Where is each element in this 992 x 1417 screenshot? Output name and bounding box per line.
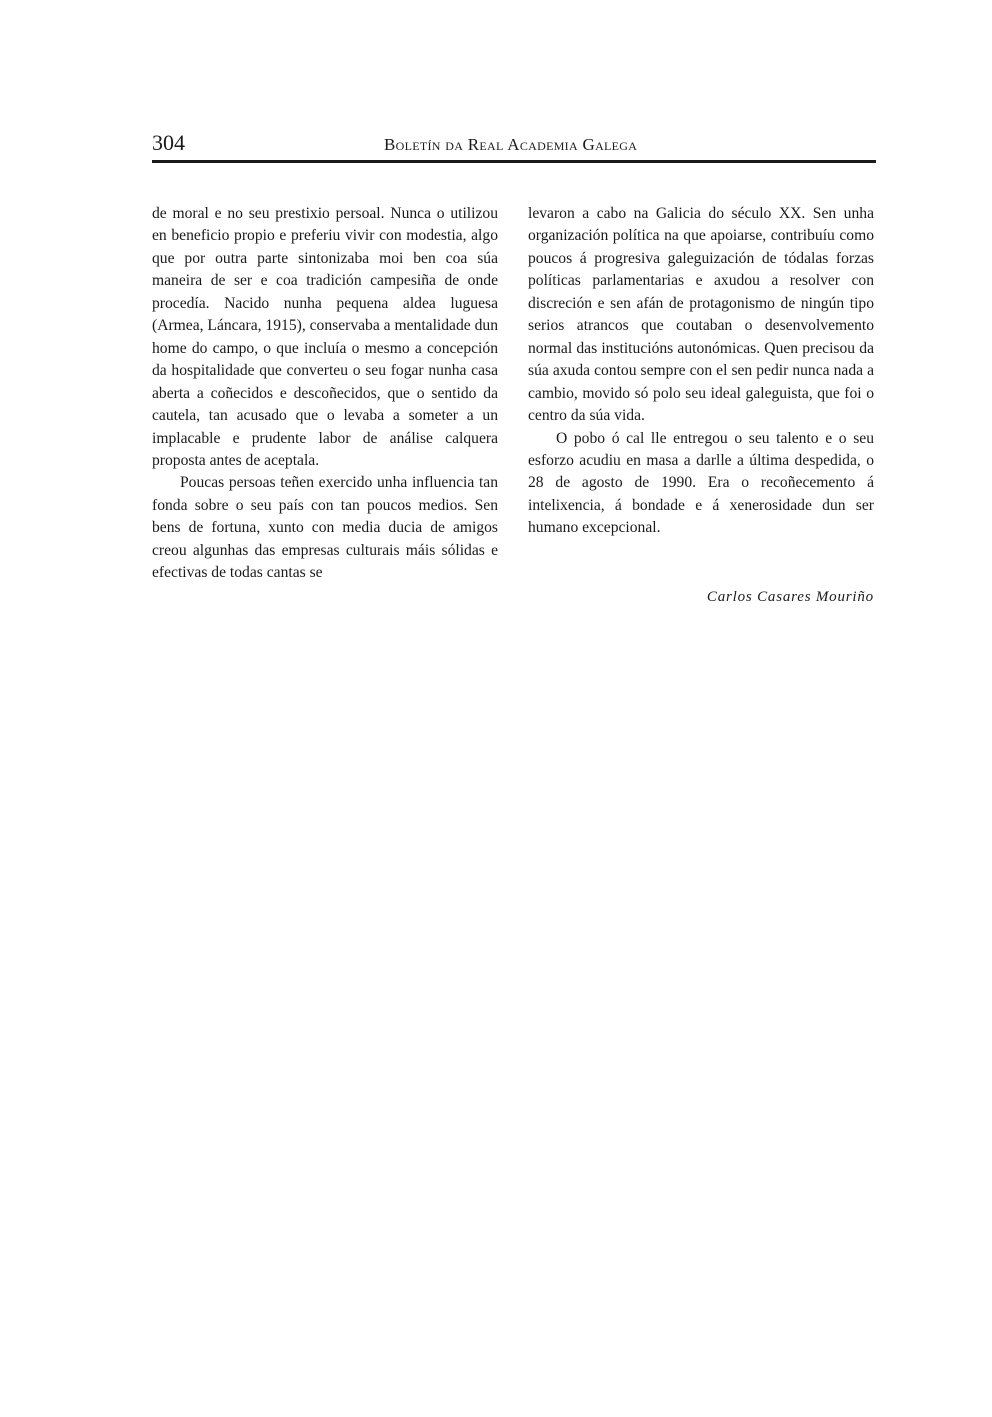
left-column (152, 203, 498, 585)
right-paragraph-1: levaron a cabo na Galicia do século XX. Sen unha organización política na que apoiarse, contribuíu como poucos á progresiva galeguización de tódalas forzas políticas parlamentarias e axudou a resolver con discreción e sen afán de protagonismo de ningún tipo serios atrancos que coutaban o desenvolvemento normal das institucións autonómicas. Quen precisou da súa axuda contou sempre con el sen pedir nunca nada a cambio, movido só polo seu ideal galeguista, que foi o centro da súa vida. (528, 205, 874, 425)
right-paragraph-2: O pobo ó cal lle entregou o seu talento e o seu esforzo acudiu en masa a darlle a última despedida, o 28 de agosto de 1990. Era o recoñecemento á intelixencia, á bondade e á xenerosidade dun ser humano excepcional. (528, 429, 874, 537)
left-paragraph-1: de moral e no seu prestixio persoal. Nunca o utilizou en beneficio propio e preferiu vivir con modestia, algo que por outra parte sintonizaba moi ben coa súa maneira de ser e coa tradición campesiña de onde procedía. Nacido nunha pequena aldea luguesa (Armea, Láncara, 1915), conservaba a mentalidade dun home do campo, o que incluía o mesmo a concepción da hospitalidade que converteu o seu fogar nunha casa aberta a coñecidos e descoñecidos, que o sentido da cautela, tan acusado que o levaba a someter a un implacable e prudente labor de análise calquera proposta antes de aceptala. (152, 205, 498, 469)
right-column (528, 203, 874, 540)
journal-title: Boletín da Real Academia Galega (384, 135, 638, 154)
page-number: 304 (152, 130, 185, 155)
author-signature: Carlos Casares Mouriño (706, 589, 874, 605)
running-header (152, 128, 876, 158)
header-rule (152, 160, 876, 163)
left-paragraph-2: Poucas persoas teñen exercido unha influencia tan fonda sobre o seu país con tan poucos medios. Sen bens de fortuna, xunto con media ducia de amigos creou algunhas das empresas culturais máis sólidas e efectivas de todas cantas se (152, 474, 498, 582)
